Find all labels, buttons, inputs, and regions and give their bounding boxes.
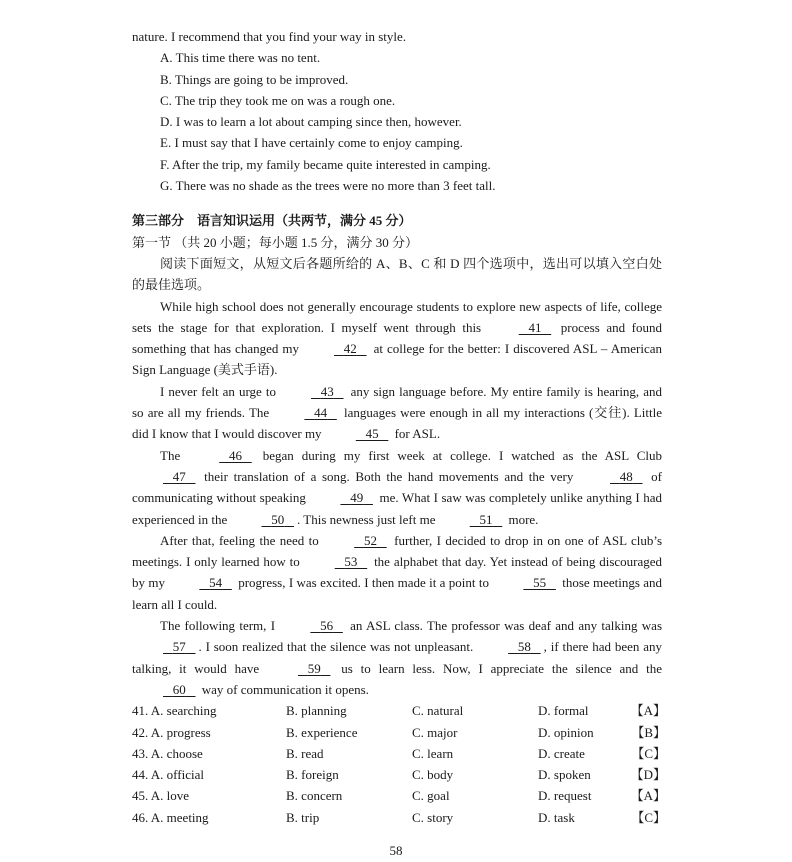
option-item: B. Things are going to be improved. — [160, 71, 349, 87]
option-item: A. This time there was no tent. — [160, 50, 321, 66]
passage-text: me. What I saw was completely unlike anything I had experienced in the — [132, 490, 663, 527]
passage-text: for ASL. — [394, 426, 441, 442]
passage-text: any sign language before. My entire family is hearing, and so are all my friends. The — [132, 383, 662, 421]
passage-text: After that, feeling the need to — [160, 532, 319, 548]
passage-text: an ASL class. The professor was deaf and any talking was — [350, 618, 663, 634]
passage-text: their translation of a song. Both the hand movements and the very — [204, 468, 574, 484]
passage-text: us to learn less. Now, I appreciate the silence and the — [341, 660, 662, 676]
page-content — [132, 26, 666, 828]
option-c: C. goal — [412, 788, 450, 804]
passage-paragraph-4 — [132, 530, 662, 615]
passage-text: I never felt an urge to — [160, 383, 276, 399]
blank-44: 44 — [314, 405, 328, 421]
blank-42: 42 — [343, 341, 357, 357]
question-option-a: 46. A. meeting — [132, 809, 209, 825]
blank-43: 43 — [320, 383, 334, 399]
blank-59: 59 — [307, 660, 321, 676]
answer-key: 【D】 — [630, 767, 666, 783]
question-option-a: 43. A. choose — [132, 745, 203, 761]
blank-58: 58 — [517, 639, 531, 655]
passage-text: the alphabet that day. Yet instead of being discouraged by my — [132, 554, 663, 591]
passage-text: languages were enough in all my interactions (交往). Little did I know that I would discover my — [132, 405, 663, 442]
passage-paragraph-5 — [132, 615, 662, 700]
option-item: D. I was to learn a lot about camping since then, however. — [160, 114, 462, 130]
answer-options-table — [132, 700, 666, 828]
blank-45: 45 — [365, 426, 379, 442]
blank-52: 52 — [363, 532, 377, 548]
option-b: B. concern — [286, 788, 343, 804]
table-row — [132, 807, 666, 828]
blank-55: 55 — [533, 575, 547, 591]
blank-51: 51 — [479, 511, 493, 527]
page-number: 58 — [389, 843, 403, 858]
table-row — [132, 722, 666, 743]
option-item: G. There was no shade as the trees were no more than 3 feet tall. — [160, 178, 496, 194]
section-title: 第一节 （共 20 小题；每小题 1.5 分，满分 30 分） — [132, 234, 419, 250]
table-row — [132, 700, 666, 721]
table-row — [132, 785, 666, 806]
option-item: F. After the trip, my family became quite interested in camping. — [160, 156, 491, 172]
question-option-a: 41. A. searching — [132, 703, 217, 719]
passage-text: While high school does not generally encourage students to explore new aspects of life, college sets the stage for that exploration. I myself went through this — [132, 298, 662, 335]
passage-text: way of communication it opens. — [201, 681, 369, 697]
option-b: B. foreign — [286, 767, 339, 783]
blank-47: 47 — [172, 468, 186, 484]
table-row — [132, 764, 666, 785]
answer-key: 【C】 — [631, 809, 666, 825]
option-b: B. trip — [286, 809, 320, 825]
passage-text: began during my first week at college. I watched as the ASL Club — [262, 447, 663, 463]
passage-text: process and found something that has changed my — [132, 319, 663, 357]
table-row — [132, 743, 666, 764]
blank-57: 57 — [172, 639, 186, 655]
instructions: 阅读下面短文，从短文后各题所给的 A、B、C 和 D 四个选项中，选出可以填入空白处的最佳选项。 — [132, 255, 662, 293]
passage-text: The following term, I — [160, 618, 276, 634]
blank-50: 50 — [271, 511, 285, 527]
passage-paragraph-1 — [132, 296, 662, 381]
passage-text: at college for the better: I discovered ASL – American Sign Language (美式手语). — [132, 341, 662, 378]
option-item: E. I must say that I have certainly come to enjoy camping. — [160, 135, 463, 151]
blank-41: 41 — [528, 319, 542, 335]
question-option-a: 45. A. love — [132, 788, 190, 804]
passage-text: of communicating without speaking — [132, 468, 663, 506]
option-d: D. task — [538, 809, 575, 825]
part-title: 第三部分 语言知识运用（共两节，满分 45 分） — [132, 213, 412, 229]
question-option-a: 44. A. official — [132, 767, 204, 783]
option-d: D. spoken — [538, 767, 591, 783]
passage-text: more. — [508, 511, 539, 527]
passage-paragraph-3 — [132, 445, 662, 530]
option-b: B. planning — [286, 703, 347, 719]
answer-key: 【C】 — [631, 745, 666, 761]
blank-49: 49 — [350, 490, 364, 506]
options-list — [132, 47, 662, 196]
option-d: D. create — [538, 745, 585, 761]
option-d: D. opinion — [538, 724, 594, 740]
blank-60: 60 — [172, 681, 186, 697]
option-c: C. story — [412, 809, 454, 825]
passage-text: . This newness just left me — [297, 511, 436, 527]
blank-53: 53 — [344, 554, 358, 570]
answer-key: 【B】 — [631, 724, 666, 740]
option-b: B. read — [286, 745, 324, 761]
option-c: C. body — [412, 767, 454, 783]
passage-text: further, I decided to drop in on one of ASL club’s meetings. I only learned how to — [132, 532, 663, 570]
option-d: D. formal — [538, 703, 589, 719]
passage-text: . I soon realized that the silence was not unpleasant. — [198, 639, 474, 655]
option-item: C. The trip they took me on was a rough one. — [160, 92, 396, 108]
option-b: B. experience — [286, 724, 358, 740]
passage-text: The — [160, 447, 181, 463]
blank-54: 54 — [209, 575, 223, 591]
passage-text: , if there had been any talking, it would have — [132, 639, 662, 676]
answer-key: 【A】 — [630, 788, 666, 804]
blank-56: 56 — [320, 618, 334, 634]
blank-48: 48 — [619, 468, 633, 484]
question-option-a: 42. A. progress — [132, 724, 211, 740]
option-c: C. natural — [412, 703, 464, 719]
passage-paragraph-2 — [132, 381, 662, 445]
answer-key: 【A】 — [630, 703, 666, 719]
option-c: C. learn — [412, 745, 454, 761]
passage-text: those meetings and learn all I could. — [132, 575, 663, 612]
option-c: C. major — [412, 724, 458, 740]
answer-options-body — [132, 700, 666, 828]
option-d: D. request — [538, 788, 592, 804]
previous-passage-end: nature. I recommend that you find your way in style. — [132, 29, 407, 44]
passage-text: progress, I was excited. I then made it a point to — [238, 575, 489, 591]
blank-46: 46 — [228, 447, 242, 463]
